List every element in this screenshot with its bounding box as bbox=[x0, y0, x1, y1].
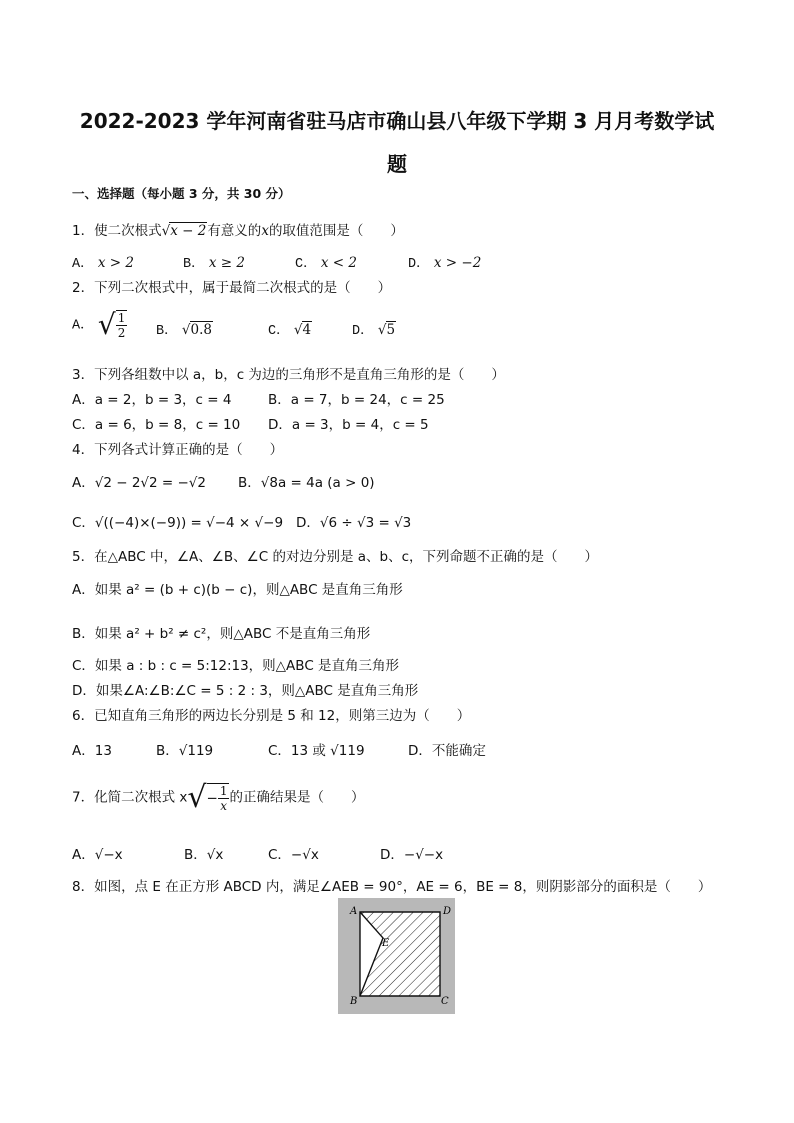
q6-option-d: D．不能确定 bbox=[408, 743, 486, 759]
document-title-line1: 2022-2023 学年河南省驻马店市确山县八年级下学期 3 月月考数学试 bbox=[79, 109, 715, 133]
q3-option-d: D．a = 3，b = 4，c = 5 bbox=[268, 417, 429, 433]
question-4-stem: 4．下列各式计算正确的是（ ） bbox=[72, 442, 284, 458]
q7-option-a: A．√−x bbox=[72, 847, 123, 863]
q7-stem-b: 的正确结果是（ ） bbox=[229, 789, 365, 806]
q5-option-a: A．如果 a² = (b + c)(b − c)，则△ABC 是直角三角形 bbox=[72, 582, 403, 598]
q2-option-d: D． √5 bbox=[352, 322, 396, 339]
q6-option-c: C．13 或 √119 bbox=[268, 743, 365, 759]
vertex-c-label: C bbox=[441, 996, 449, 1007]
q1-var: x bbox=[261, 223, 269, 239]
q3-option-a: A．a = 2，b = 3，c = 4 bbox=[72, 392, 232, 408]
document-title-line2: 题 bbox=[387, 152, 407, 176]
q5-option-c: C．如果 a : b : c = 5:12:13，则△ABC 是直角三角形 bbox=[72, 658, 400, 674]
q7-option-c: C．−√x bbox=[268, 847, 319, 863]
q2-option-b: B． √0.8 bbox=[156, 322, 212, 339]
q1-option-c: C． x < 2 bbox=[295, 255, 358, 272]
q5-option-d: D．如果∠A:∠B:∠C = 5 : 2 : 3，则△ABC 是直角三角形 bbox=[72, 683, 419, 699]
q5-option-b: B．如果 a² + b² ≠ c²，则△ABC 不是直角三角形 bbox=[72, 626, 371, 642]
q4-option-d: D．√6 ÷ √3 = √3 bbox=[296, 515, 412, 531]
q1-stem-c: 的取值范围是（ ） bbox=[268, 223, 404, 239]
square-abcd-figure bbox=[338, 898, 455, 1014]
question-1-stem bbox=[72, 219, 404, 239]
vertex-d-label: D bbox=[443, 906, 452, 917]
q4-option-a: A．√2 − 2√2 = −√2 bbox=[72, 475, 206, 491]
question-3-stem: 3．下列各组数中以 a，b，c 为边的三角形不是直角三角形的是（ ） bbox=[72, 367, 505, 383]
q7-option-b: B．√x bbox=[184, 847, 224, 863]
question-2-stem: 2．下列二次根式中，属于最简二次根式的是（ ） bbox=[72, 280, 392, 296]
q3-option-b: B．a = 7，b = 24，c = 25 bbox=[268, 392, 445, 408]
q7-option-d: D．−√−x bbox=[380, 847, 444, 863]
q4-option-b: B．√8a = 4a (a > 0) bbox=[238, 475, 375, 491]
question-6-stem: 6．已知直角三角形的两边长分别是 5 和 12，则第三边为（ ） bbox=[72, 708, 471, 724]
q1-option-d: D． x > −2 bbox=[408, 255, 482, 272]
q7-stem-a: 7．化简二次根式 x bbox=[72, 789, 188, 806]
question-5-stem: 5．在△ABC 中，∠A、∠B、∠C 的对边分别是 a、b、c，下列命题不正确的是（ ） bbox=[72, 549, 599, 565]
question-8-stem: 8．如图，点 E 在正方形 ABCD 内，满足∠AEB = 90°，AE = 6，BE = 8，则阴影部分的面积是（ ） bbox=[72, 879, 712, 895]
q1-option-a: A． x > 2 bbox=[72, 255, 135, 272]
q2-option-a: A． √ $\frac{1}{2}$ bbox=[72, 308, 126, 341]
q3-option-c: C．a = 6，b = 8，c = 10 bbox=[72, 417, 241, 433]
q2-option-c: C． √4 bbox=[268, 322, 312, 339]
vertex-a-label: A bbox=[350, 906, 358, 917]
radical-sign: √ bbox=[161, 223, 171, 239]
q1-radicand: x − 2 bbox=[170, 223, 207, 239]
q6-option-a: A．13 bbox=[72, 743, 112, 759]
question-7-stem: 7．化简二次根式 x√− $\frac{1}{x}$ 的正确结果是（ ） bbox=[72, 780, 365, 815]
q1-stem-a: 1．使二次根式 bbox=[72, 223, 162, 239]
q1-stem-b: 有意义的 bbox=[207, 223, 262, 239]
q4-option-c: C．√((−4)×(−9)) = √−4 × √−9 bbox=[72, 515, 284, 531]
q6-option-b: B．√119 bbox=[156, 743, 214, 759]
vertex-b-label: B bbox=[350, 996, 358, 1007]
q1-option-b: B． x ≥ 2 bbox=[183, 255, 246, 272]
section-heading: 一、选择题（每小题 3 分，共 30 分） bbox=[72, 186, 291, 201]
vertex-e-label: E bbox=[382, 938, 390, 949]
